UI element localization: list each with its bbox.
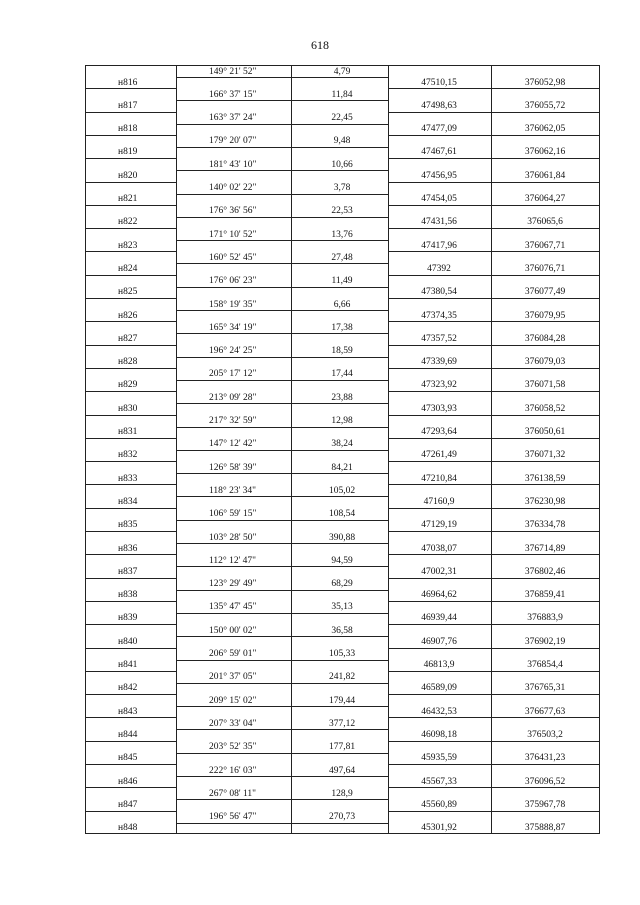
point-name-cell: н817: [118, 100, 138, 111]
row-divider: [176, 613, 388, 614]
point-name-cell: н845: [118, 753, 138, 764]
distance-cell: 36,58: [331, 625, 353, 636]
distance-cell: 11,49: [331, 276, 353, 287]
row-divider: [176, 217, 388, 218]
y-coordinate-cell: 376677,63: [524, 706, 566, 717]
row-divider: [176, 683, 388, 684]
y-coordinate-cell: 376854,4: [527, 660, 563, 670]
y-coordinate-cell: 376062,16: [524, 147, 566, 158]
angle-cell: 147° 12' 42": [209, 439, 257, 450]
row-divider: [388, 554, 599, 555]
page-number: 618: [311, 38, 329, 52]
point-name-cell: н833: [118, 473, 138, 484]
row-divider: [176, 590, 388, 591]
angle-cell: 112° 12' 47": [209, 555, 257, 566]
x-coordinate-cell: 47210,84: [421, 473, 457, 484]
angle-cell: 163° 37' 24": [209, 113, 257, 124]
y-coordinate-cell: 376062,05: [524, 124, 566, 135]
x-coordinate-cell: 47129,19: [421, 520, 457, 531]
x-coordinate-cell: 45560,89: [421, 799, 457, 810]
x-coordinate-cell: 47510,15: [421, 77, 457, 88]
angle-cell: 118° 23' 34": [209, 485, 257, 496]
y-coordinate-cell: 375888,87: [524, 823, 566, 834]
row-divider: [86, 601, 176, 602]
row-divider: [388, 391, 599, 392]
row-divider: [86, 345, 176, 346]
row-divider: [388, 345, 599, 346]
distance-cell: 68,29: [331, 579, 353, 590]
row-divider: [388, 251, 599, 252]
distance-cell: 9,48: [333, 136, 351, 147]
x-coordinate-cell: 47038,07: [421, 543, 457, 554]
row-divider: [86, 531, 176, 532]
row-divider: [388, 787, 599, 788]
x-coordinate-cell: 47374,35: [421, 310, 457, 321]
row-divider: [176, 543, 388, 544]
row-divider: [86, 88, 176, 89]
y-coordinate-cell: 376079,95: [524, 310, 566, 321]
y-coordinate-cell: 376802,46: [524, 566, 566, 577]
point-name-cell: н844: [118, 729, 138, 740]
distance-cell: 94,59: [331, 555, 353, 566]
row-divider: [176, 636, 388, 637]
x-coordinate-cell: 46939,44: [421, 613, 457, 624]
point-name-cell: н822: [118, 217, 138, 228]
row-divider: [388, 741, 599, 742]
y-coordinate-cell: 376058,52: [524, 403, 566, 414]
row-divider: [176, 77, 388, 78]
row-divider: [86, 228, 176, 229]
angle-cell: 171° 10' 52": [209, 229, 257, 240]
point-name-cell: н831: [118, 427, 138, 437]
row-divider: [176, 566, 388, 567]
angle-cell: 160° 52' 45": [209, 252, 257, 263]
row-divider: [388, 484, 599, 485]
x-coordinate-cell: 47357,52: [421, 333, 457, 344]
row-divider: [176, 520, 388, 521]
point-name-cell: н840: [118, 636, 138, 647]
point-name-cell: н823: [118, 240, 138, 251]
row-divider: [388, 228, 599, 229]
distance-cell: 13,76: [331, 229, 353, 240]
row-divider: [388, 694, 599, 695]
distance-cell: 497,64: [328, 765, 356, 776]
row-divider: [176, 660, 388, 661]
x-coordinate-cell: 47456,95: [421, 170, 457, 181]
y-coordinate-cell: 376714,89: [524, 543, 566, 554]
distance-cell: 23,88: [331, 392, 353, 403]
point-name-cell: н841: [118, 660, 138, 670]
distance-cell: 17,44: [331, 369, 353, 380]
angle-cell: 150° 00' 02": [209, 625, 257, 636]
row-divider: [86, 554, 176, 555]
row-divider: [86, 694, 176, 695]
point-name-cell: н834: [118, 496, 138, 507]
x-coordinate-cell: 47002,31: [421, 566, 457, 577]
distance-cell: 6,66: [333, 299, 351, 310]
distance-cell: 179,44: [328, 695, 356, 706]
point-name-cell: н828: [118, 357, 138, 368]
row-divider: [388, 624, 599, 625]
point-name-cell: н827: [118, 333, 138, 344]
point-name-cell: н838: [118, 590, 138, 601]
row-divider: [388, 508, 599, 509]
row-divider: [86, 671, 176, 672]
row-divider: [176, 706, 388, 707]
distance-cell: 11,84: [331, 89, 353, 100]
angle-cell: 206° 59' 01": [209, 649, 257, 659]
row-divider: [86, 717, 176, 718]
y-coordinate-cell: 376065,6: [527, 217, 563, 228]
angle-cell: 176° 36' 56": [209, 206, 257, 217]
row-divider: [86, 251, 176, 252]
row-divider: [86, 811, 176, 812]
row-divider: [176, 147, 388, 148]
row-divider: [388, 461, 599, 462]
row-divider: [388, 648, 599, 649]
row-divider: [176, 753, 388, 754]
row-divider: [176, 310, 388, 311]
distance-cell: 35,13: [331, 602, 353, 613]
y-coordinate-cell: 376067,71: [524, 240, 566, 251]
row-divider: [176, 450, 388, 451]
row-divider: [176, 729, 388, 730]
x-coordinate-cell: 45301,92: [421, 823, 457, 834]
row-divider: [86, 182, 176, 183]
distance-cell: 3,78: [333, 183, 351, 193]
x-coordinate-cell: 47477,09: [421, 124, 457, 135]
y-coordinate-cell: 376503,2: [527, 729, 563, 740]
distance-cell: 128,9: [331, 788, 353, 799]
point-name-cell: н816: [118, 77, 138, 88]
y-coordinate-cell: 376076,71: [524, 263, 566, 274]
row-divider: [388, 438, 599, 439]
x-coordinate-cell: 45935,59: [421, 753, 457, 764]
point-name-cell: н832: [118, 450, 138, 461]
x-coordinate-cell: 47160,9: [423, 496, 455, 507]
y-coordinate-cell: 376071,32: [524, 450, 566, 461]
point-name-cell: н820: [118, 170, 138, 181]
x-coordinate-cell: 47380,54: [421, 287, 457, 298]
row-divider: [388, 298, 599, 299]
row-divider: [86, 741, 176, 742]
row-divider: [176, 473, 388, 474]
angle-cell: 209° 15' 02": [209, 695, 257, 706]
row-divider: [388, 135, 599, 136]
point-name-cell: н818: [118, 124, 138, 135]
x-coordinate-cell: 46813,9: [423, 660, 455, 670]
point-name-cell: н837: [118, 566, 138, 577]
point-name-cell: н824: [118, 263, 138, 274]
y-coordinate-cell: 376883,9: [527, 613, 563, 624]
x-coordinate-cell: 47431,56: [421, 217, 457, 228]
angle-cell: 126° 58' 39": [209, 462, 257, 473]
x-coordinate-cell: 47498,63: [421, 100, 457, 111]
row-divider: [86, 438, 176, 439]
y-coordinate-cell: 376084,28: [524, 333, 566, 344]
distance-cell: 270,73: [328, 812, 356, 823]
distance-cell: 377,12: [328, 718, 356, 729]
x-coordinate-cell: 47293,64: [421, 427, 457, 437]
y-coordinate-cell: 376052,98: [524, 77, 566, 88]
y-coordinate-cell: 376859,41: [524, 590, 566, 601]
angle-cell: 176° 06' 23": [209, 276, 257, 287]
distance-cell: 241,82: [328, 672, 356, 683]
x-coordinate-cell: 47323,92: [421, 380, 457, 391]
point-name-cell: н843: [118, 706, 138, 717]
row-divider: [388, 764, 599, 765]
y-coordinate-cell: 376071,58: [524, 380, 566, 391]
row-divider: [86, 298, 176, 299]
row-divider: [86, 321, 176, 322]
angle-cell: 149° 21' 52": [209, 66, 257, 77]
distance-cell: 38,24: [331, 439, 353, 450]
angle-cell: 140° 02' 22": [209, 183, 257, 193]
distance-cell: 10,66: [331, 159, 353, 170]
row-divider: [388, 321, 599, 322]
angle-cell: 165° 34' 19": [209, 322, 257, 333]
distance-cell: 22,45: [331, 113, 353, 124]
point-name-cell: н825: [118, 287, 138, 298]
point-name-cell: н846: [118, 776, 138, 787]
angle-cell: 203° 52' 35": [209, 742, 257, 753]
point-name-cell: н826: [118, 310, 138, 321]
y-coordinate-cell: 376055,72: [524, 100, 566, 111]
row-divider: [176, 403, 388, 404]
point-name-cell: н819: [118, 147, 138, 158]
angle-cell: 106° 59' 15": [209, 509, 257, 520]
row-divider: [86, 578, 176, 579]
row-divider: [176, 240, 388, 241]
angle-cell: 205° 17' 12": [209, 369, 257, 380]
angle-cell: 166° 37' 15": [209, 89, 257, 100]
row-divider: [388, 811, 599, 812]
angle-cell: 196° 24' 25": [209, 346, 257, 357]
x-coordinate-cell: 47303,93: [421, 403, 457, 414]
angle-cell: 123° 29' 49": [209, 579, 257, 590]
row-divider: [176, 287, 388, 288]
row-divider: [388, 88, 599, 89]
y-coordinate-cell: 376064,27: [524, 194, 566, 204]
angle-cell: 158° 19' 35": [209, 299, 257, 310]
distance-cell: 22,53: [331, 206, 353, 217]
y-coordinate-cell: 376061,84: [524, 170, 566, 181]
angle-cell: 103° 28' 50": [209, 532, 257, 543]
row-divider: [176, 194, 388, 195]
y-coordinate-cell: 376902,19: [524, 636, 566, 647]
distance-cell: 17,38: [331, 322, 353, 333]
y-coordinate-cell: 376138,59: [524, 473, 566, 484]
y-coordinate-cell: 376096,52: [524, 776, 566, 787]
row-divider: [176, 263, 388, 264]
point-name-cell: н836: [118, 543, 138, 554]
row-divider: [176, 380, 388, 381]
y-coordinate-cell: 376765,31: [524, 683, 566, 694]
row-divider: [86, 368, 176, 369]
point-name-cell: н847: [118, 799, 138, 810]
distance-cell: 390,88: [328, 532, 356, 543]
row-divider: [388, 578, 599, 579]
angle-cell: 181° 43' 10": [209, 159, 257, 170]
row-divider: [86, 461, 176, 462]
row-divider: [176, 333, 388, 334]
x-coordinate-cell: 46907,76: [421, 636, 457, 647]
angle-cell: 267° 08' 11": [209, 788, 257, 799]
x-coordinate-cell: 47467,61: [421, 147, 457, 158]
x-coordinate-cell: 45567,33: [421, 776, 457, 787]
x-coordinate-cell: 47261,49: [421, 450, 457, 461]
x-coordinate-cell: 46432,53: [421, 706, 457, 717]
row-divider: [86, 415, 176, 416]
row-divider: [388, 368, 599, 369]
point-name-cell: н821: [118, 194, 138, 204]
row-divider: [388, 158, 599, 159]
angle-cell: 196° 56' 47": [209, 812, 257, 823]
angle-cell: 217° 32' 59": [209, 416, 257, 426]
row-divider: [86, 391, 176, 392]
row-divider: [388, 531, 599, 532]
row-divider: [388, 415, 599, 416]
row-divider: [176, 496, 388, 497]
angle-cell: 207° 33' 04": [209, 718, 257, 729]
x-coordinate-cell: 46964,62: [421, 590, 457, 601]
angle-cell: 213° 09' 28": [209, 392, 257, 403]
row-divider: [388, 601, 599, 602]
point-name-cell: н839: [118, 613, 138, 624]
row-divider: [176, 100, 388, 101]
point-name-cell: н848: [118, 823, 138, 834]
row-divider: [86, 787, 176, 788]
x-coordinate-cell: 47339,69: [421, 357, 457, 368]
y-coordinate-cell: 376334,78: [524, 520, 566, 531]
distance-cell: 18,59: [331, 346, 353, 357]
row-divider: [388, 717, 599, 718]
x-coordinate-cell: 47454,05: [421, 194, 457, 204]
row-divider: [388, 182, 599, 183]
distance-cell: 84,21: [331, 462, 353, 473]
row-divider: [388, 275, 599, 276]
row-divider: [176, 799, 388, 800]
y-coordinate-cell: 375967,78: [524, 799, 566, 810]
row-divider: [86, 135, 176, 136]
row-divider: [86, 158, 176, 159]
y-coordinate-cell: 376050,61: [524, 427, 566, 437]
row-divider: [86, 112, 176, 113]
x-coordinate-cell: 46589,09: [421, 683, 457, 694]
point-name-cell: н829: [118, 380, 138, 391]
point-name-cell: н842: [118, 683, 138, 694]
row-divider: [86, 508, 176, 509]
point-name-cell: н835: [118, 520, 138, 531]
row-divider: [388, 671, 599, 672]
distance-cell: 177,81: [328, 742, 356, 753]
row-divider: [176, 823, 388, 824]
distance-cell: 4,79: [333, 66, 351, 77]
row-divider: [86, 484, 176, 485]
x-coordinate-cell: 46098,18: [421, 729, 457, 740]
angle-cell: 222° 16' 03": [209, 765, 257, 776]
row-divider: [176, 427, 388, 428]
row-divider: [86, 624, 176, 625]
row-divider: [86, 764, 176, 765]
angle-cell: 179° 20' 07": [209, 136, 257, 147]
distance-cell: 108,54: [328, 509, 356, 520]
y-coordinate-cell: 376230,98: [524, 496, 566, 507]
distance-cell: 105,33: [328, 649, 356, 659]
row-divider: [176, 776, 388, 777]
point-name-cell: н830: [118, 403, 138, 414]
x-coordinate-cell: 47417,96: [421, 240, 457, 251]
x-coordinate-cell: 47392: [427, 263, 451, 274]
coordinates-table: [85, 65, 600, 834]
row-divider: [86, 205, 176, 206]
y-coordinate-cell: 376077,49: [524, 287, 566, 298]
row-divider: [86, 275, 176, 276]
row-divider: [86, 648, 176, 649]
row-divider: [176, 124, 388, 125]
row-divider: [176, 170, 388, 171]
y-coordinate-cell: 376079,03: [524, 357, 566, 368]
distance-cell: 27,48: [331, 252, 353, 263]
y-coordinate-cell: 376431,23: [524, 753, 566, 764]
angle-cell: 135° 47' 45": [209, 602, 257, 613]
row-divider: [388, 112, 599, 113]
angle-cell: 201° 37' 05": [209, 672, 257, 683]
distance-cell: 12,98: [331, 416, 353, 426]
row-divider: [176, 357, 388, 358]
row-divider: [388, 205, 599, 206]
distance-cell: 105,02: [328, 485, 356, 496]
